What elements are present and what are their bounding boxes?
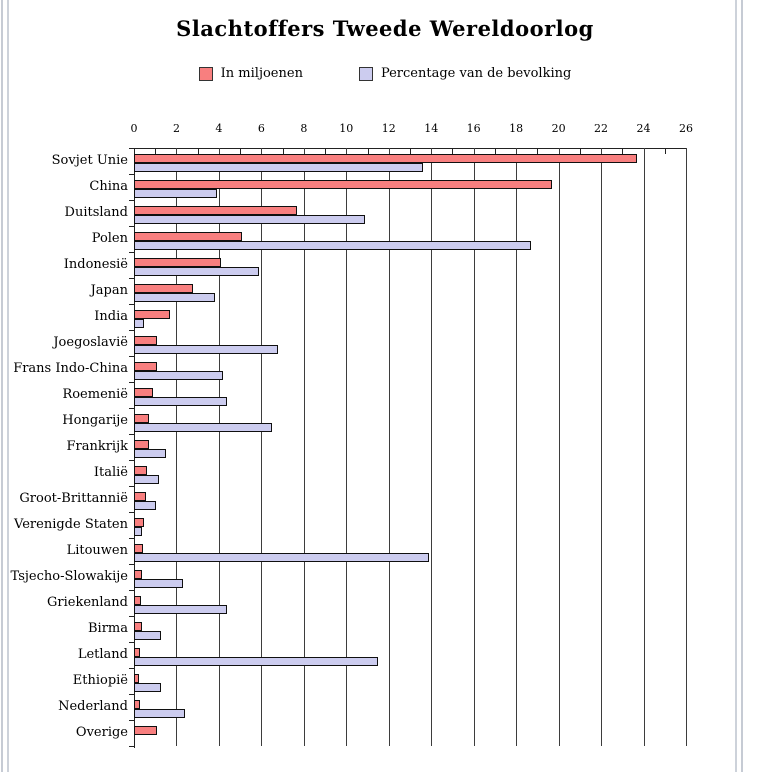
y-axis-row-tick bbox=[129, 668, 134, 669]
bar-miljoenen bbox=[134, 622, 142, 631]
bar-miljoenen bbox=[134, 726, 157, 735]
y-axis-row-tick bbox=[129, 590, 134, 591]
category-label: Duitsland bbox=[64, 205, 128, 220]
window-frame-line-left-outer bbox=[1, 0, 3, 772]
y-axis-row-tick bbox=[129, 148, 134, 149]
gridline bbox=[389, 148, 390, 746]
gridline bbox=[686, 148, 687, 746]
category-label: Groot-Brittannië bbox=[19, 491, 128, 506]
x-tick-label: 8 bbox=[300, 122, 308, 135]
y-axis-row-tick bbox=[129, 642, 134, 643]
category-label: Joegoslavië bbox=[53, 335, 128, 350]
category-label: Nederland bbox=[58, 699, 128, 714]
x-tick-label: 20 bbox=[551, 122, 566, 135]
gridline bbox=[516, 148, 517, 746]
window-frame-line-right-outer bbox=[741, 0, 743, 772]
x-tick-label: 16 bbox=[466, 122, 481, 135]
bar-miljoenen bbox=[134, 414, 149, 423]
x-tick-label: 0 bbox=[130, 122, 138, 135]
y-axis-row-tick bbox=[129, 746, 134, 747]
category-label: India bbox=[94, 309, 128, 324]
bar-miljoenen bbox=[134, 596, 141, 605]
chart-legend bbox=[0, 66, 759, 81]
gridline bbox=[431, 148, 432, 746]
bar-miljoenen bbox=[134, 180, 552, 189]
bar-miljoenen bbox=[134, 648, 140, 657]
x-tick-label: 24 bbox=[636, 122, 651, 135]
y-axis-row-tick bbox=[129, 486, 134, 487]
gridline bbox=[474, 148, 475, 746]
y-axis-row-tick bbox=[129, 174, 134, 175]
bar-percentage bbox=[134, 267, 259, 276]
bar-miljoenen bbox=[134, 284, 193, 293]
legend-swatch-icon bbox=[199, 67, 213, 81]
y-axis-row-tick bbox=[129, 564, 134, 565]
bar-percentage bbox=[134, 319, 144, 328]
x-tick-label: 14 bbox=[424, 122, 439, 135]
category-label: Letland bbox=[77, 647, 128, 662]
y-axis-row-tick bbox=[129, 200, 134, 201]
y-axis-row-tick bbox=[129, 694, 134, 695]
y-axis-row-tick bbox=[129, 382, 134, 383]
bar-miljoenen bbox=[134, 518, 144, 527]
x-tick-label: 22 bbox=[594, 122, 609, 135]
category-label: Verenigde Staten bbox=[14, 517, 128, 532]
bar-miljoenen bbox=[134, 570, 142, 579]
category-label: China bbox=[89, 179, 128, 194]
legend-swatch-icon bbox=[359, 67, 373, 81]
y-axis-row-tick bbox=[129, 720, 134, 721]
bar-percentage bbox=[134, 449, 166, 458]
category-label: Ethiopië bbox=[72, 673, 128, 688]
y-axis-row-tick bbox=[129, 252, 134, 253]
bar-percentage bbox=[134, 579, 183, 588]
bar-percentage bbox=[134, 241, 531, 250]
bar-percentage bbox=[134, 553, 429, 562]
category-label: Hongarije bbox=[62, 413, 128, 428]
category-label: Japan bbox=[90, 283, 128, 298]
bar-miljoenen bbox=[134, 674, 139, 683]
legend-label: Percentage van de bevolking bbox=[380, 66, 572, 81]
bar-percentage bbox=[134, 189, 217, 198]
chart-title: Slachtoffers Tweede Wereldoorlog bbox=[176, 16, 594, 41]
y-axis-row-tick bbox=[129, 512, 134, 513]
x-tick-label: 26 bbox=[678, 122, 693, 135]
bar-miljoenen bbox=[134, 310, 170, 319]
bar-percentage bbox=[134, 371, 223, 380]
category-label: Frans Indo-China bbox=[13, 361, 128, 376]
x-tick-label: 10 bbox=[339, 122, 354, 135]
y-axis-row-tick bbox=[129, 278, 134, 279]
bar-percentage bbox=[134, 605, 227, 614]
bar-percentage bbox=[134, 657, 378, 666]
category-label: Indonesië bbox=[63, 257, 128, 272]
category-label: Birma bbox=[87, 621, 128, 636]
gridline bbox=[644, 148, 645, 746]
x-tick-label: 4 bbox=[215, 122, 223, 135]
bar-miljoenen bbox=[134, 206, 297, 215]
legend-label: In miljoenen bbox=[220, 66, 303, 81]
legend-item-miljoenen bbox=[199, 66, 303, 81]
bar-miljoenen bbox=[134, 336, 157, 345]
category-label: Roemenië bbox=[62, 387, 128, 402]
x-tick-label: 12 bbox=[381, 122, 396, 135]
bar-miljoenen bbox=[134, 492, 146, 501]
y-axis-row-tick bbox=[129, 330, 134, 331]
y-axis-row-tick bbox=[129, 226, 134, 227]
category-label: Tsjecho-Slowakije bbox=[10, 569, 128, 584]
bar-percentage bbox=[134, 631, 161, 640]
y-axis-row-tick bbox=[129, 538, 134, 539]
y-axis-row-tick bbox=[129, 356, 134, 357]
y-axis-row-tick bbox=[129, 616, 134, 617]
category-label: Polen bbox=[91, 231, 128, 246]
bar-percentage bbox=[134, 293, 215, 302]
category-label: Overige bbox=[75, 725, 128, 740]
x-tick-label: 6 bbox=[257, 122, 265, 135]
bar-percentage bbox=[134, 423, 272, 432]
bar-percentage bbox=[134, 709, 185, 718]
bar-miljoenen bbox=[134, 232, 242, 241]
gridline bbox=[601, 148, 602, 746]
bar-miljoenen bbox=[134, 258, 221, 267]
bar-percentage bbox=[134, 397, 227, 406]
x-tick-label: 18 bbox=[509, 122, 524, 135]
bar-percentage bbox=[134, 163, 423, 172]
category-label: Litouwen bbox=[66, 543, 128, 558]
bar-miljoenen bbox=[134, 544, 143, 553]
window-frame-line-right-inner bbox=[735, 0, 737, 772]
legend-item-percentage bbox=[359, 66, 571, 81]
y-axis-row-tick bbox=[129, 460, 134, 461]
category-label: Frankrijk bbox=[66, 439, 128, 454]
category-label: Sovjet Unie bbox=[51, 153, 128, 168]
x-tick-label: 2 bbox=[172, 122, 180, 135]
bar-percentage bbox=[134, 501, 156, 510]
x-axis-minor-tick bbox=[665, 148, 666, 154]
bar-percentage bbox=[134, 683, 161, 692]
bar-percentage bbox=[134, 475, 159, 484]
category-label: Italië bbox=[93, 465, 128, 480]
bar-miljoenen bbox=[134, 362, 157, 371]
bar-miljoenen bbox=[134, 388, 153, 397]
bar-miljoenen bbox=[134, 700, 140, 709]
y-axis-row-tick bbox=[129, 434, 134, 435]
gridline bbox=[559, 148, 560, 746]
y-axis-row-tick bbox=[129, 408, 134, 409]
bar-miljoenen bbox=[134, 154, 637, 163]
bar-miljoenen bbox=[134, 440, 149, 449]
bar-miljoenen bbox=[134, 466, 147, 475]
bar-percentage bbox=[134, 527, 142, 536]
category-label: Griekenland bbox=[47, 595, 128, 610]
y-axis-row-tick bbox=[129, 304, 134, 305]
bar-percentage bbox=[134, 345, 278, 354]
bar-percentage bbox=[134, 215, 365, 224]
